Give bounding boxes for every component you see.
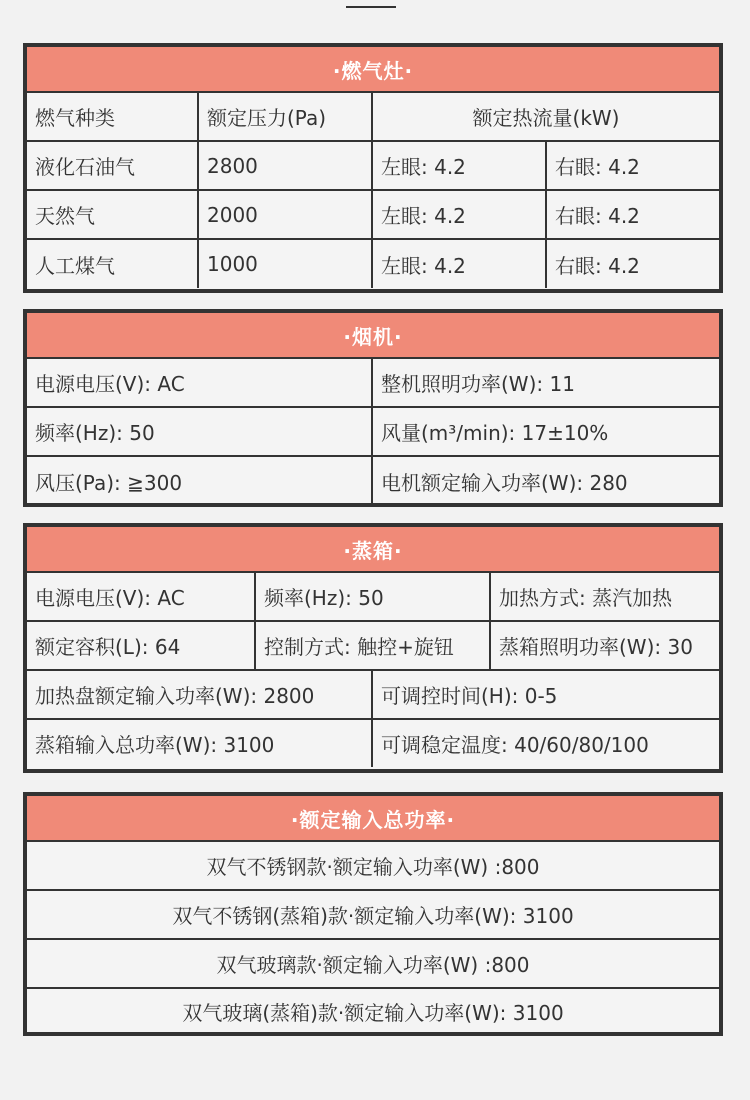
table-row [27, 720, 719, 767]
table-row [27, 989, 719, 1034]
header-heat-flow: 额定热流量(kW) [472, 106, 620, 130]
table-row [27, 842, 719, 891]
model-power: 双气玻璃款·额定输入功率(W) :800 [216, 953, 530, 977]
table-row [27, 622, 719, 671]
spec-cell: 加热盘额定输入功率(W): 2800 [27, 671, 373, 718]
gas-type: 人工煤气 [27, 240, 199, 288]
table-row [27, 940, 719, 989]
gas-stove-panel [23, 43, 723, 293]
spec-cell: 频率(Hz): 50 [27, 408, 373, 455]
spec-cell: 风量(m³/min): 17±10% [381, 421, 609, 445]
spec-cell: 电源电压(V): AC [27, 359, 373, 406]
table-row [27, 457, 719, 505]
top-divider [346, 6, 396, 8]
table-row [27, 573, 719, 622]
left-burner: 左眼: 4.2 [373, 142, 547, 189]
table-header-row [27, 93, 719, 142]
gas-stove-title: ·燃气灶· [27, 47, 719, 93]
spec-cell: 蒸箱照明功率(W): 30 [499, 635, 693, 659]
spec-cell: 整机照明功率(W): 11 [381, 372, 575, 396]
table-row [27, 671, 719, 720]
right-burner: 右眼: 4.2 [555, 204, 640, 228]
spec-cell: 额定容积(L): 64 [27, 622, 256, 669]
total-power-panel [23, 792, 723, 1036]
spec-cell: 可调控时间(H): 0-5 [381, 684, 558, 708]
spec-cell: 频率(Hz): 50 [256, 573, 491, 620]
gas-type: 液化石油气 [27, 142, 199, 189]
left-burner: 左眼: 4.2 [373, 240, 547, 288]
spec-cell: 控制方式: 触控+旋钮 [256, 622, 491, 669]
model-power: 双气不锈钢款·额定输入功率(W) :800 [206, 855, 540, 879]
spec-cell: 电机额定输入功率(W): 280 [381, 470, 628, 495]
steamer-title: ·蒸箱· [27, 527, 719, 573]
right-burner: 右眼: 4.2 [555, 155, 640, 179]
table-row [27, 142, 719, 191]
gas-pressure: 1000 [199, 240, 373, 288]
spec-cell: 加热方式: 蒸汽加热 [499, 586, 673, 610]
steamer-panel [23, 523, 723, 773]
table-row [27, 891, 719, 940]
table-row [27, 359, 719, 408]
right-burner: 右眼: 4.2 [555, 253, 640, 278]
range-hood-panel [23, 309, 723, 507]
left-burner: 左眼: 4.2 [373, 191, 547, 238]
model-power: 双气玻璃(蒸箱)款·额定输入功率(W): 3100 [182, 1001, 564, 1025]
spec-cell: 电源电压(V): AC [27, 573, 256, 620]
spec-cell: 风压(Pa): ≧300 [27, 457, 373, 505]
spec-cell: 可调稳定温度: 40/60/80/100 [381, 733, 649, 757]
range-hood-title: ·烟机· [27, 313, 719, 359]
header-pressure: 额定压力(Pa) [199, 93, 373, 140]
gas-pressure: 2800 [199, 142, 373, 189]
table-row [27, 191, 719, 240]
total-power-title: ·额定输入总功率· [27, 796, 719, 842]
spec-cell: 蒸箱输入总功率(W): 3100 [27, 720, 373, 767]
table-row [27, 408, 719, 457]
gas-type: 天然气 [27, 191, 199, 238]
model-power: 双气不锈钢(蒸箱)款·额定输入功率(W): 3100 [172, 904, 574, 928]
gas-pressure: 2000 [199, 191, 373, 238]
table-row [27, 240, 719, 288]
header-gas-type: 燃气种类 [27, 93, 199, 140]
